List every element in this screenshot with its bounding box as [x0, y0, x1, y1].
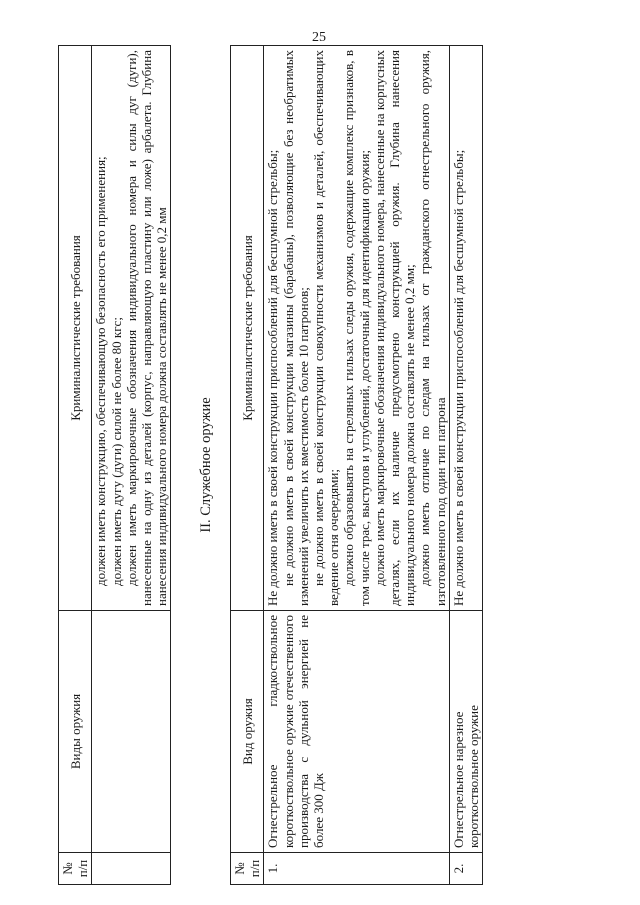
requirement-line: должно иметь маркировочные обозначения индивидуального номера, нанесенные на корпусных деталях, если их наличие предусмотрено конструкцией оружия. Глубина нанесения индивидуального номера должна составлять не менее 0,2 мм;	[371, 50, 418, 606]
requirement-line: должно образовывать на стреляных гильзах следы оружия, содержащие комплекс признаков, в том числе трас, выступов и углублений, достаточный для идентификации оружия;	[341, 50, 372, 606]
row-weapon-type: Огнестрельное нарезное короткоствольное оружие	[449, 611, 482, 853]
requirement-line: не должно иметь в своей конструкции совокупности механизмов и деталей, обеспечивающих ведение огня очередями;	[311, 50, 342, 606]
row-requirements	[92, 46, 171, 611]
requirement-line: Не должно иметь в своей конструкции приспособлений для бесшумной стрельбы;	[450, 149, 466, 606]
header-weapon-type: Вид оружия	[231, 611, 264, 853]
table-header-row	[59, 46, 92, 885]
table-row	[264, 46, 449, 885]
service-weapons-table	[230, 45, 483, 885]
header-number: № п/п	[59, 853, 92, 885]
rotated-page-content	[58, 45, 578, 885]
table-header-row	[231, 46, 264, 885]
row-number: 2.	[449, 853, 482, 885]
row-weapon-type	[92, 611, 171, 853]
table-row	[449, 46, 482, 885]
row-requirements	[264, 46, 449, 611]
row-weapon-type: Огнестрельное гладкоствольное короткоствольное оружие отечественного производства с дульной энергией не более 300 Дж	[264, 611, 449, 853]
requirements-table-continued	[58, 45, 171, 885]
requirement-line: должен иметь дугу (дуги) силой не более 80 кгс;	[108, 317, 124, 586]
row-number: 1.	[264, 853, 449, 885]
requirement-line: должен иметь маркировочные обозначения индивидуального номера и силы дуг (дуги), нанесенные на одну из деталей (корпус, направляющую пластину или ложе) арбалета. Глубина нанесения индивидуального номера должна составлять не менее 0,2 мм	[123, 50, 170, 606]
requirement-line: не должно иметь в своей конструкции магазины (барабаны), позволяющие без необратимых изменений увеличить их вместимость более 10 патронов;	[280, 50, 311, 606]
header-requirements: Криминалистические требования	[231, 46, 264, 611]
header-requirements: Криминалистические требования	[59, 46, 92, 611]
row-number	[92, 853, 171, 885]
header-number: № п/п	[231, 853, 264, 885]
row-requirements	[449, 46, 482, 611]
requirement-line: должен иметь конструкцию, обеспечивающую безопасность его применения;	[93, 156, 109, 586]
table-row	[92, 46, 171, 885]
requirement-line: должно иметь отличие по следам на гильзах от гражданского огнестрельного оружия, изготовленного под один тип патрона	[417, 50, 448, 606]
requirement-line: Не должно иметь в своей конструкции приспособлений для бесшумной стрельбы;	[265, 149, 281, 606]
section-title: II. Служебное оружие	[198, 397, 214, 533]
page-number: 25	[312, 30, 326, 45]
header-weapon-type: Виды оружия	[59, 611, 92, 853]
